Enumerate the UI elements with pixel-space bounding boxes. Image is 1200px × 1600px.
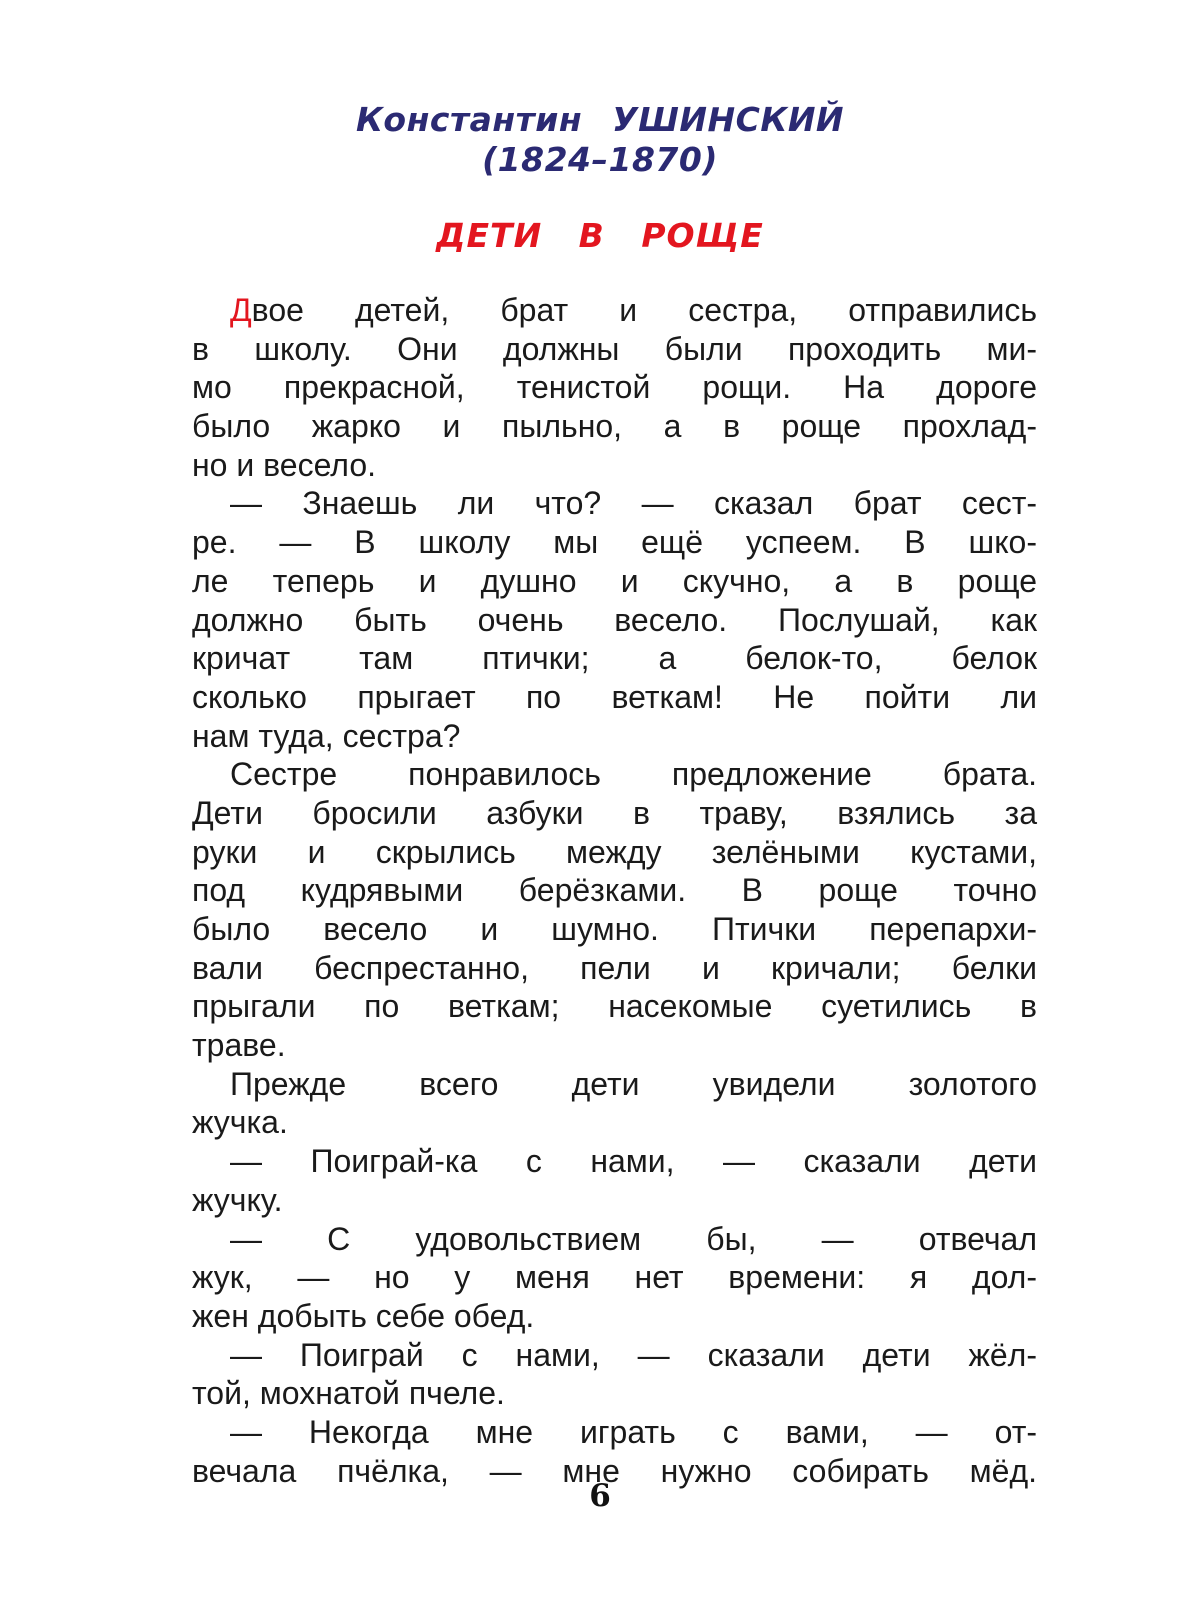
text-line: жук, — но у меня нет времени: я дол-	[192, 1259, 1037, 1296]
text-line: жен добыть себе обед.	[192, 1297, 535, 1334]
text-line: Прежде всего дети увидели золотого	[230, 1065, 1037, 1102]
text-line: вали беспрестанно, пели и кричали; белки	[192, 949, 1037, 986]
text-line: той, мохнатой пчеле.	[192, 1375, 505, 1412]
drop-cap: Д	[230, 292, 252, 328]
text-line: — Знаешь ли что? — сказал брат сест-	[230, 485, 1037, 522]
text-line: в школу. Они должны были проходить ми-	[192, 330, 1037, 367]
text-line: — Поиграй с нами, — сказали дети жёл-	[230, 1336, 1037, 1373]
text-line: кричат там птички; а белок-то, белок	[192, 640, 1037, 677]
text-line: — С удовольствием бы, — отвечал	[230, 1220, 1037, 1257]
text-line: под кудрявыми берёзками. В роще точно	[192, 872, 1037, 909]
author-years: (1824–1870)	[482, 140, 718, 179]
text-line: жучку.	[192, 1181, 283, 1218]
text-line: мо прекрасной, тенистой рощи. На дороге	[192, 369, 1037, 406]
text-line: сколько прыгает по веткам! Не пойти ли	[192, 678, 1037, 715]
text-line: траве.	[192, 1027, 286, 1064]
text-line: — Некогда мне играть с вами, — от-	[230, 1413, 1037, 1450]
text-line: было весело и шумно. Птички перепархи-	[192, 911, 1037, 947]
text-line: вечала пчёлка, — мне нужно собирать мёд.	[192, 1452, 1037, 1489]
text-line: должно быть очень весело. Послушай, как	[192, 601, 1037, 638]
text-line: жучка.	[192, 1104, 288, 1141]
text-line: руки и скрылись между зелёными кустами,	[192, 833, 1037, 870]
text-line: было жарко и пыльно, а в роще прохлад-	[192, 408, 1037, 445]
text-line: Двое детей, брат и сестра, отправились	[230, 292, 1037, 328]
story-title: ДЕТИ В РОЩЕ	[436, 216, 764, 255]
text-line: — Поиграй-ка с нами, — сказали дети	[230, 1143, 1037, 1180]
text-line: ле теперь и душно и скучно, а в роще	[192, 562, 1037, 599]
text-line: но и весело.	[192, 446, 377, 483]
text-line: ре. — В школу мы ещё успеем. В шко-	[192, 524, 1037, 561]
page-number: 6	[589, 1478, 611, 1514]
text-line: Дети бросили азбуки в траву, взялись за	[192, 794, 1037, 831]
text-line: Сестре понравилось предложение брата.	[230, 756, 1037, 793]
text-line: прыгали по веткам; насекомые суетились в	[192, 988, 1037, 1025]
author-name: Константин УШИНСКИЙ	[355, 100, 845, 139]
story-text	[192, 291, 1037, 1490]
text-line: нам туда, сестра?	[192, 717, 461, 754]
